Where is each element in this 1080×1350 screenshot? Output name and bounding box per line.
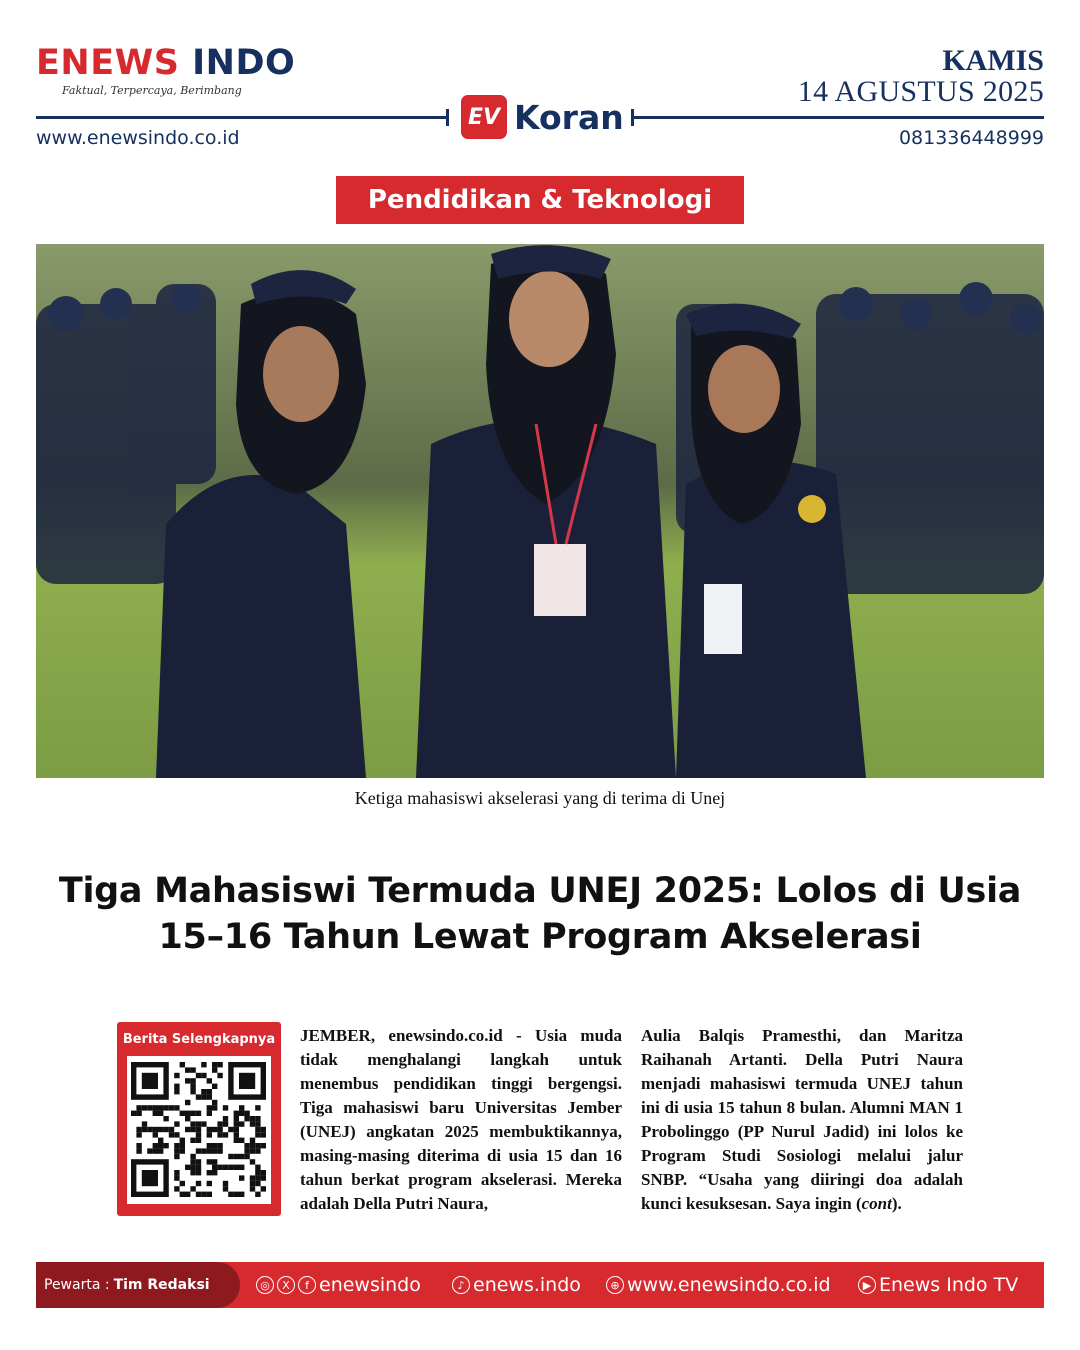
- article-column-2-text: Aulia Balqis Pramesthi, dan Maritza Raihanah Artanti. Della Putri Naura menjadi mahasiswi termuda UNEJ tahun ini di usia 15 tahun 8 bulan. Alumni MAN 1 Probolinggo (PP Nurul Jadid) ini lolos ke Program Studi Sosiologi melalui jalur SNBP. “Usaha yang diiringi doa adalah kunci kesuksesan. Saya ingin (: [641, 1026, 963, 1213]
- tiktok-icon: ♪: [452, 1276, 470, 1294]
- instagram-icon: ◎: [256, 1276, 274, 1294]
- brand-name: [36, 44, 295, 82]
- reporter-name: Tim Redaksi: [113, 1277, 210, 1293]
- koran-logo: [461, 95, 624, 139]
- youtube-link[interactable]: [858, 1262, 1018, 1308]
- header-phone: 081336448999: [898, 127, 1044, 149]
- reporter-credit: [36, 1262, 240, 1308]
- brand-name-part1: ENEWS: [36, 43, 180, 83]
- issue-date-text: 14 AGUSTUS 2025: [797, 75, 1044, 108]
- qr-code-icon: [127, 1056, 271, 1204]
- brand-tagline: Faktual, Terpercaya, Berimbang: [62, 84, 242, 97]
- headline-line-2: 15–16 Tahun Lewat Program Akselerasi: [158, 917, 922, 957]
- issue-date: [798, 46, 1044, 108]
- header-rule-cap: [446, 109, 449, 126]
- header-rule-cap: [631, 109, 634, 126]
- tiktok-link[interactable]: [452, 1262, 581, 1308]
- koran-title: Koran: [514, 97, 624, 137]
- photo-caption: Ketiga mahasiswi akselerasi yang di terima di Unej: [354, 788, 726, 808]
- qr-code[interactable]: [127, 1056, 271, 1204]
- social-handle: enewsindo: [319, 1274, 421, 1296]
- article-column-1: JEMBER, enewsindo.co.id - Usia muda tidak menghalangi langkah untuk menembus pendidikan tinggi bergengsi. Tiga mahasiswi baru Universitas Jember (UNEJ) angkatan 2025 membuktikannya, masing-masing diterima di usia 15 dan 16 tahun berkat program akselerasi. Mereka adalah Della Putri Naura,: [300, 1026, 622, 1213]
- qr-label: Berita Selengkapnya: [122, 1032, 276, 1047]
- website-link[interactable]: [606, 1262, 831, 1308]
- footer-website: www.enewsindo.co.id: [627, 1274, 831, 1296]
- header-website[interactable]: www.enewsindo.co.id: [36, 127, 240, 149]
- article-column-2: [641, 1024, 963, 1216]
- section-badge: Pendidikan & Teknologi: [336, 176, 744, 224]
- article-headline: [36, 868, 1044, 960]
- header-rule-right: [632, 116, 1044, 119]
- globe-icon: ⊕: [606, 1276, 624, 1294]
- header-rule-left: [36, 116, 448, 119]
- headline-line-1: Tiga Mahasiswi Termuda UNEJ 2025: Lolos di Usia: [58, 871, 1022, 911]
- social-handles[interactable]: [256, 1262, 421, 1308]
- brand-name-part2: INDO: [192, 43, 296, 83]
- reporter-label: Pewarta :: [44, 1277, 110, 1293]
- article-cont: cont: [861, 1194, 892, 1213]
- youtube-icon: ▶: [858, 1276, 876, 1294]
- facebook-icon: f: [298, 1276, 316, 1294]
- qr-code-card[interactable]: [117, 1022, 281, 1216]
- issue-day: KAMIS: [942, 44, 1044, 77]
- photo-illustration: [36, 244, 1044, 778]
- tiktok-handle: enews.indo: [473, 1274, 581, 1296]
- ev-logo-icon: EV: [461, 95, 507, 139]
- youtube-channel: Enews Indo TV: [879, 1274, 1019, 1296]
- article-column-2-end: ).: [891, 1194, 902, 1213]
- x-icon: X: [277, 1276, 295, 1294]
- footer-bar: [36, 1262, 1044, 1308]
- article-photo: [36, 244, 1044, 778]
- brand-logo: [36, 44, 295, 97]
